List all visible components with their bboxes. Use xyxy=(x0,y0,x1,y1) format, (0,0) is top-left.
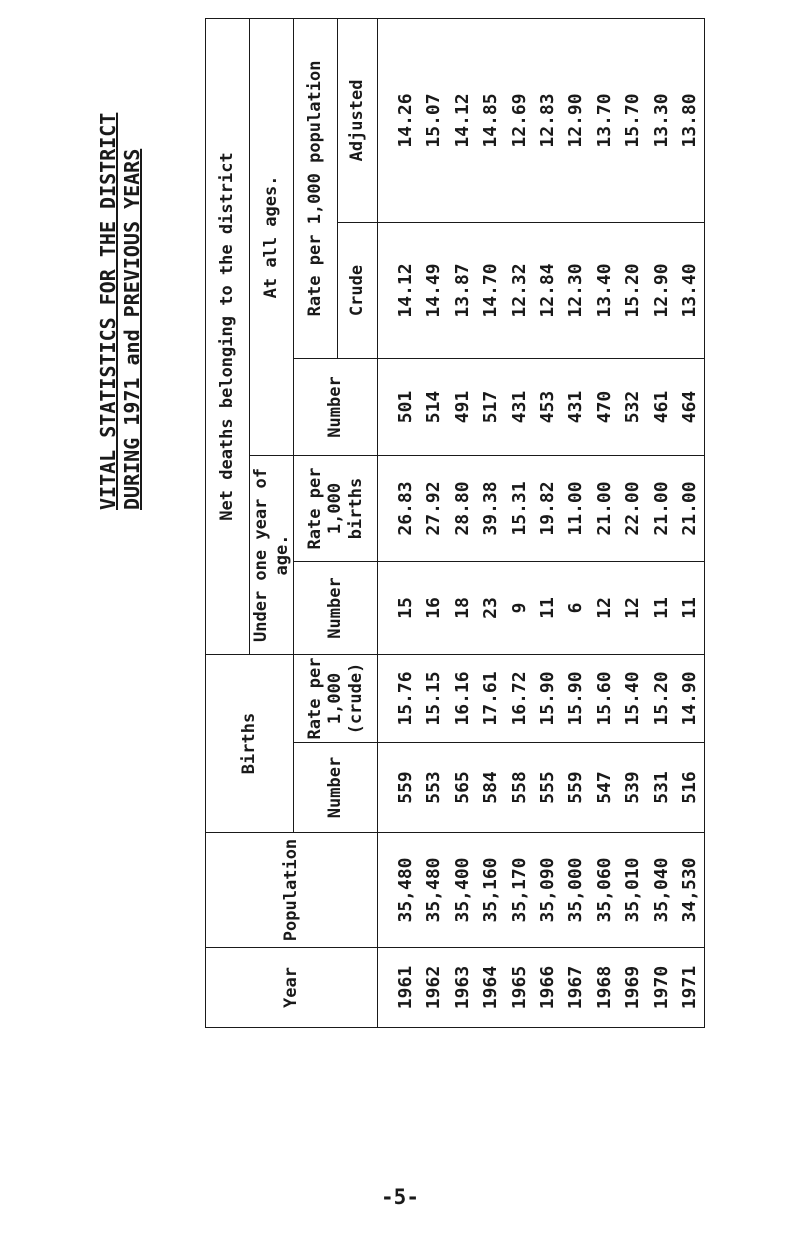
table-cell: 431 xyxy=(508,390,530,424)
table-cell: 9 xyxy=(508,602,530,614)
table-cell: 27.92 xyxy=(423,481,445,536)
table-cell: 14.70 xyxy=(480,263,502,318)
table-cell: 431 xyxy=(565,390,587,424)
table-cell: 555 xyxy=(536,771,558,804)
table-cell: 1971 xyxy=(678,965,700,1010)
table-cell: 18 xyxy=(451,597,473,619)
deaths-number-column xyxy=(378,358,705,455)
table-cell: 14.12 xyxy=(395,263,416,318)
table-cell: 13.30 xyxy=(650,93,672,148)
vital-statistics-table xyxy=(205,18,705,1028)
table-cell: 565 xyxy=(451,771,473,804)
table-cell: 1962 xyxy=(423,965,445,1010)
table-cell: 39.38 xyxy=(480,481,502,536)
table-cell: 35,480 xyxy=(395,857,416,923)
table-cell: 12.32 xyxy=(508,263,530,318)
table-cell: 35,090 xyxy=(536,857,558,923)
table-cell: 15.31 xyxy=(508,481,530,536)
table-cell: 14.26 xyxy=(395,93,416,148)
header-infant-rate: Rate per 1,000 births xyxy=(294,455,378,561)
header-births: Births xyxy=(206,654,294,832)
table-cell: 6 xyxy=(565,602,587,614)
table-cell: 13.70 xyxy=(593,93,615,148)
table-cell: 12.30 xyxy=(565,263,587,318)
table-cell: 15.60 xyxy=(593,671,615,726)
header-deaths-number: Number xyxy=(294,358,378,455)
table-cell: 11 xyxy=(650,597,672,619)
table-cell: 1970 xyxy=(650,965,672,1010)
table-cell: 15.07 xyxy=(423,93,445,148)
table-cell: 1961 xyxy=(395,965,416,1010)
table-cell: 12.90 xyxy=(650,263,672,318)
table-cell: 35,060 xyxy=(593,857,615,923)
table-cell: 17.61 xyxy=(480,671,502,726)
table-cell: 11 xyxy=(678,597,700,619)
table-cell: 15.76 xyxy=(395,671,416,726)
table-cell: 1965 xyxy=(508,965,530,1010)
table-cell: 19.82 xyxy=(536,481,558,536)
header-rate-per-1000-population: Rate per 1,000 population xyxy=(294,18,338,358)
table-cell: 15.70 xyxy=(622,93,644,148)
table-cell: 14.90 xyxy=(678,671,700,726)
table-cell: 1964 xyxy=(480,965,502,1010)
table-cell: 13.87 xyxy=(451,263,473,318)
page-number: -5- xyxy=(381,1185,419,1209)
table-cell: 559 xyxy=(395,771,416,804)
table-cell: 13.40 xyxy=(678,263,700,318)
table-cell: 26.83 xyxy=(395,481,416,536)
vital-statistics-table-wrapper xyxy=(205,19,700,1028)
table-cell: 13.40 xyxy=(593,263,615,318)
table-cell: 15.90 xyxy=(565,671,587,726)
table-cell: 1968 xyxy=(593,965,615,1010)
adjusted-rate-column xyxy=(378,18,705,222)
table-data-row xyxy=(378,18,705,1027)
table-cell: 15.15 xyxy=(423,671,445,726)
table-cell: 514 xyxy=(423,390,445,424)
table-cell: 491 xyxy=(451,390,473,424)
header-births-rate: Rate per 1,000 (crude) xyxy=(294,654,378,742)
table-cell: 532 xyxy=(622,390,644,424)
table-cell: 461 xyxy=(650,390,672,424)
year-column xyxy=(378,948,705,1028)
table-cell: 11 xyxy=(536,597,558,619)
crude-rate-column xyxy=(378,222,705,358)
table-cell: 12.83 xyxy=(536,93,558,148)
table-cell: 14.85 xyxy=(480,93,502,148)
table-cell: 35,480 xyxy=(423,857,445,923)
table-cell: 516 xyxy=(678,771,700,804)
table-cell: 453 xyxy=(536,390,558,424)
table-cell: 15.40 xyxy=(622,671,644,726)
table-cell: 15.90 xyxy=(536,671,558,726)
table-cell: 553 xyxy=(423,771,445,804)
table-cell: 14.49 xyxy=(423,263,445,318)
table-cell: 464 xyxy=(678,390,700,424)
page-title xyxy=(92,0,142,520)
births-number-column xyxy=(378,743,705,833)
header-adjusted: Adjusted xyxy=(338,18,378,222)
table-cell: 1969 xyxy=(622,965,644,1010)
table-cell: 470 xyxy=(593,390,615,424)
table-cell: 35,000 xyxy=(565,857,587,923)
table-cell: 547 xyxy=(593,771,615,804)
table-cell: 12 xyxy=(622,597,644,619)
table-cell: 16 xyxy=(423,597,445,619)
population-column xyxy=(378,833,705,948)
table-cell: 22.00 xyxy=(622,481,644,536)
table-cell: 15 xyxy=(395,597,416,619)
table-cell: 16.16 xyxy=(451,671,473,726)
table-cell: 16.72 xyxy=(508,671,530,726)
header-net-deaths: Net deaths belonging to the district xyxy=(206,18,250,654)
births-rate-column xyxy=(378,654,705,742)
header-infant-number: Number xyxy=(294,561,378,654)
table-cell: 12.69 xyxy=(508,93,530,148)
table-cell: 35,170 xyxy=(508,857,530,923)
table-cell: 23 xyxy=(480,597,502,619)
table-cell: 35,040 xyxy=(650,857,672,923)
infant-deaths-number-column xyxy=(378,561,705,654)
table-cell: 14.12 xyxy=(451,93,473,148)
header-population: Population xyxy=(206,833,378,948)
table-cell: 28.80 xyxy=(451,481,473,536)
table-cell: 13.80 xyxy=(678,93,700,148)
table-cell: 12.84 xyxy=(536,263,558,318)
table-cell: 21.00 xyxy=(593,481,615,536)
header-births-number: Number xyxy=(294,743,378,833)
header-all-ages: At all ages. xyxy=(250,18,294,455)
table-cell: 12.90 xyxy=(565,93,587,148)
table-cell: 21.00 xyxy=(650,481,672,536)
table-cell: 35,160 xyxy=(480,857,502,923)
table-cell: 1963 xyxy=(451,965,473,1010)
table-cell: 15.20 xyxy=(622,263,644,318)
table-cell: 11.00 xyxy=(565,481,587,536)
title-line-1: VITAL STATISTICS FOR THE DISTRICT xyxy=(96,112,120,510)
table-cell: 1967 xyxy=(565,965,587,1010)
table-cell: 531 xyxy=(650,771,672,804)
table-cell: 501 xyxy=(395,390,416,424)
table-cell: 15.20 xyxy=(650,671,672,726)
header-year: Year xyxy=(206,948,378,1028)
table-cell: 12 xyxy=(593,597,615,619)
table-cell: 1966 xyxy=(536,965,558,1010)
header-crude: Crude xyxy=(338,222,378,358)
header-under-one-year: Under one year of age. xyxy=(250,455,294,654)
table-cell: 584 xyxy=(480,771,502,804)
table-cell: 539 xyxy=(622,771,644,804)
table-cell: 517 xyxy=(480,390,502,424)
title-line-2: DURING 1971 and PREVIOUS YEARS xyxy=(120,148,144,510)
table-cell: 559 xyxy=(565,771,587,804)
table-cell: 35,400 xyxy=(451,857,473,923)
table-cell: 34,530 xyxy=(678,857,700,923)
infant-deaths-rate-column xyxy=(378,455,705,561)
table-cell: 21.00 xyxy=(678,481,700,536)
table-cell: 558 xyxy=(508,771,530,804)
table-cell: 35,010 xyxy=(622,857,644,923)
